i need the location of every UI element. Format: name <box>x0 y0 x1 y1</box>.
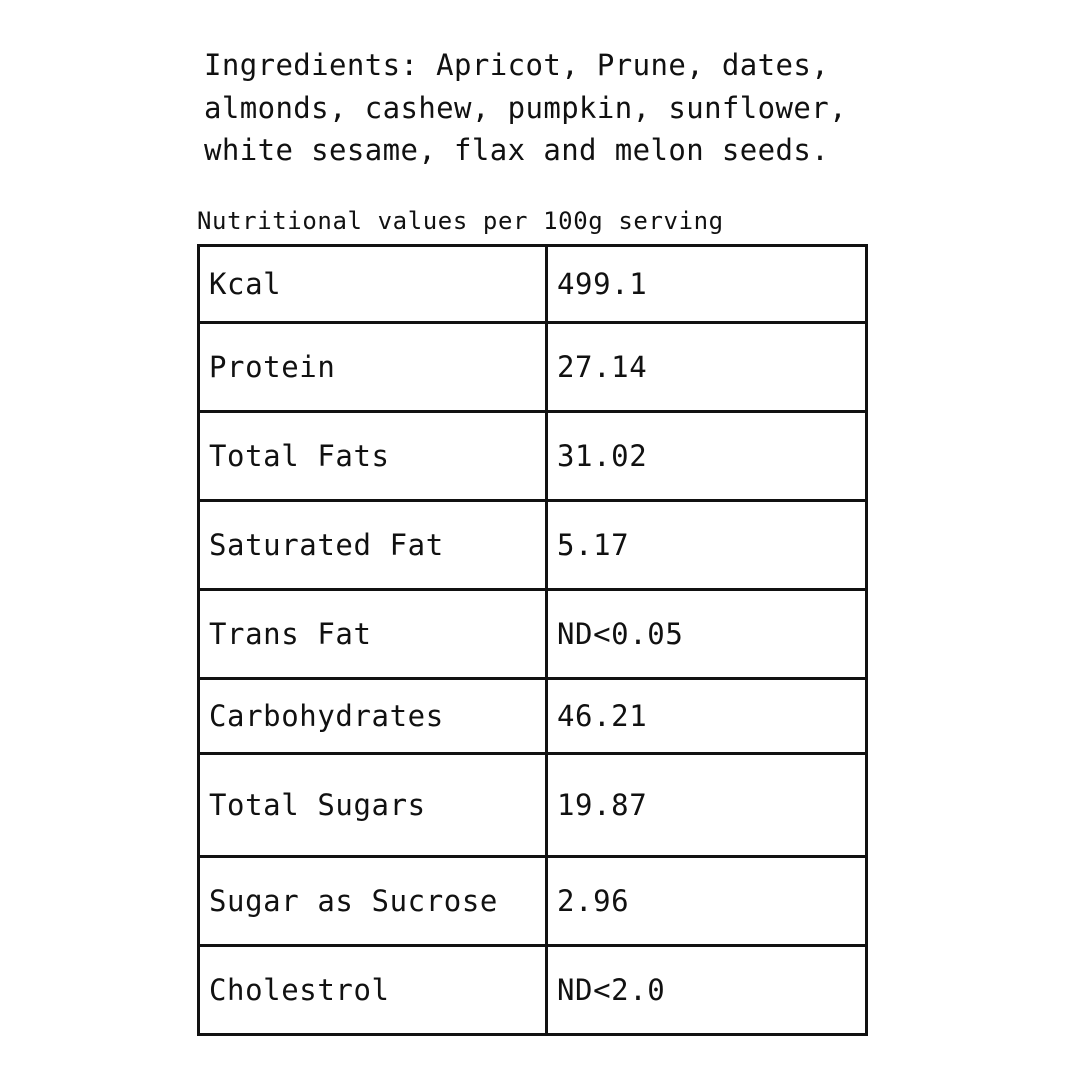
nutrient-name: Total Sugars <box>199 754 547 857</box>
nutrient-value: 46.21 <box>547 679 867 754</box>
nutrient-value: ND<0.05 <box>547 590 867 679</box>
nutrient-value: 5.17 <box>547 501 867 590</box>
nutrient-value: 31.02 <box>547 412 867 501</box>
nutrient-value: 2.96 <box>547 857 867 946</box>
nutrient-name: Carbohydrates <box>199 679 547 754</box>
nutrient-name: Trans Fat <box>199 590 547 679</box>
ingredients-text: Ingredients: Apricot, Prune, dates, almonds, cashew, pumpkin, sunflower, white sesame, flax and melon seeds. <box>204 48 847 167</box>
nutrient-name: Protein <box>199 323 547 412</box>
table-row <box>199 323 867 412</box>
nutrient-name: Sugar as Sucrose <box>199 857 547 946</box>
table-row <box>199 590 867 679</box>
nutrition-caption: Nutritional values per 100g serving <box>197 207 724 235</box>
table-row <box>199 857 867 946</box>
nutrient-value: ND<2.0 <box>547 946 867 1035</box>
table-row <box>199 246 867 323</box>
table-row <box>199 501 867 590</box>
nutrient-name: Kcal <box>199 246 547 323</box>
nutrient-value: 19.87 <box>547 754 867 857</box>
nutrient-name: Cholestrol <box>199 946 547 1035</box>
nutrient-name: Total Fats <box>199 412 547 501</box>
table-row <box>199 679 867 754</box>
nutrient-value: 27.14 <box>547 323 867 412</box>
table-row <box>199 754 867 857</box>
nutrition-table <box>197 244 868 1036</box>
table-row <box>199 946 867 1035</box>
nutrient-value: 499.1 <box>547 246 867 323</box>
nutrient-name: Saturated Fat <box>199 501 547 590</box>
table-row <box>199 412 867 501</box>
